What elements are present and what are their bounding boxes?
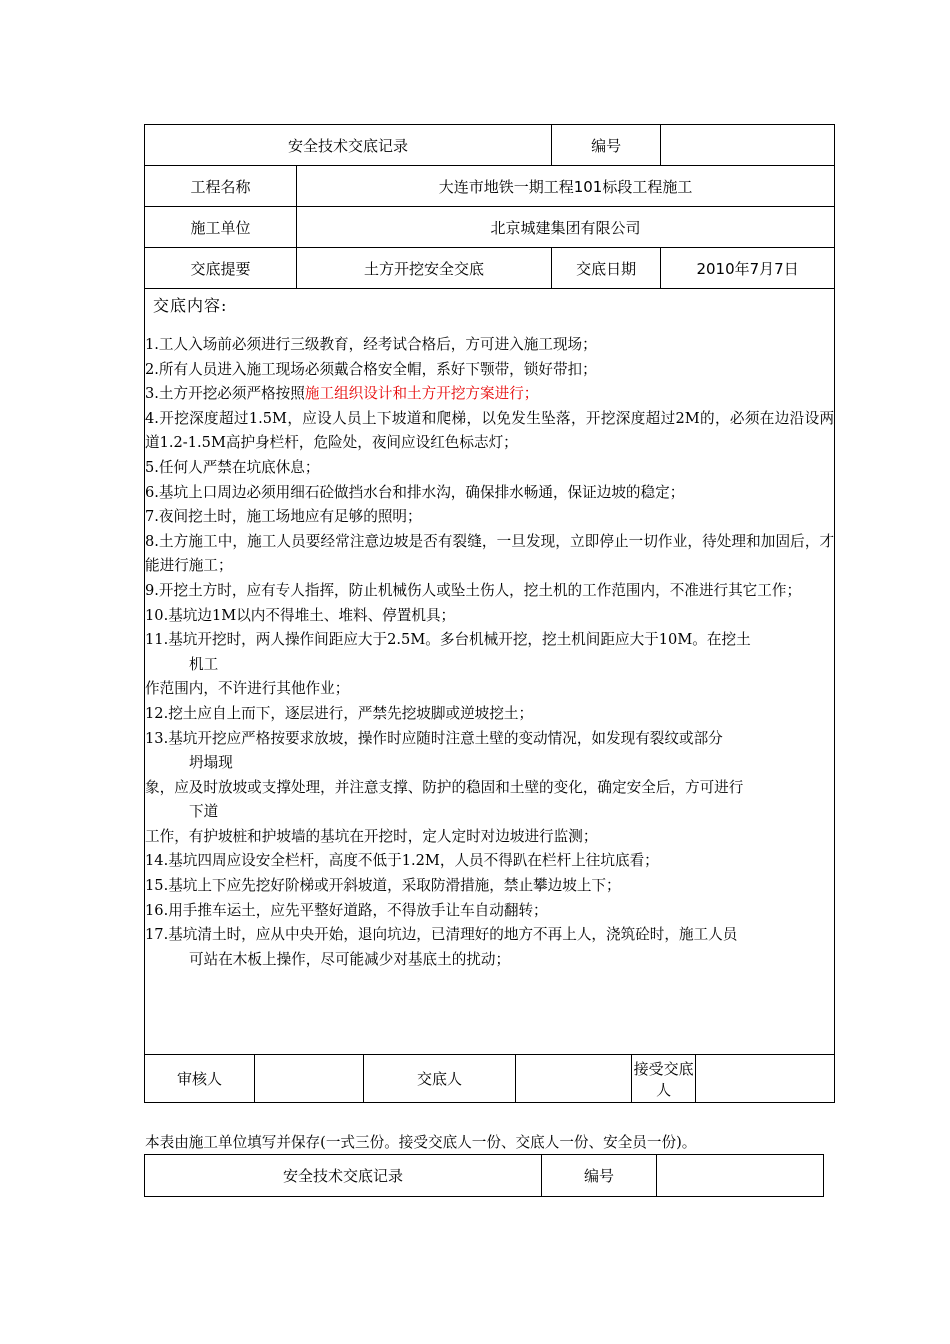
list-item: 8.土方施工中，施工人员要经常注意边坡是否有裂缝，一旦发现，立即停止一切作业，待处理和加固后，才能进行施工； [145, 532, 835, 575]
safety-disclosure-table [144, 124, 835, 1103]
reviewer-label: 审核人 [145, 1055, 255, 1103]
list-item: 16.用手推车运土，应先平整好道路，不得放手让车自动翻转； [145, 901, 548, 919]
list-item: 可站在木板上操作，尽可能减少对基底土的扰动； [189, 950, 511, 968]
list-item: 下道 [189, 803, 219, 821]
discloser-label: 交底人 [364, 1055, 516, 1103]
list-item: 机工 [189, 655, 219, 673]
list-item: 1.工人入场前必须进行三级教育，经考试合格后，方可进入施工现场； [145, 336, 597, 353]
summary-label: 交底提要 [145, 248, 297, 289]
content-title: 交底内容: [153, 296, 228, 315]
list-item: 6.基坑上口周边必须用细石砼做挡水台和排水沟，确保排水畅通，保证边坡的稳定； [145, 483, 685, 501]
list-item: 坍塌现 [189, 754, 233, 772]
list-item: 7.夜间挖土时，施工场地应有足够的照明； [145, 508, 422, 526]
list-item: 象，应及时放坡或支撑处理，并注意支撑、防护的稳固和土壁的变化，确定安全后，方可进行 [145, 778, 744, 796]
list-item [145, 382, 834, 407]
discloser-value [516, 1055, 632, 1103]
content-list [145, 333, 834, 972]
number-value [661, 125, 835, 166]
record-title: 安全技术交底记录 [145, 125, 552, 166]
list-item: 工作，有护坡桩和护坡墙的基坑在开挖时，定人定时对边坡进行监测； [145, 827, 598, 845]
receiver-label: 接受交底人 [632, 1055, 696, 1103]
list-item: 17.基坑清土时，应从中央开始，退向坑边，已清理好的地方不再上人，浇筑砼时，施工人员 [145, 926, 738, 944]
list-item: 11.基坑开挖时，两人操作间距应大于2.5M。多台机械开挖，挖土机间距应大于10M。在挖土 [145, 631, 751, 649]
list-item: 15.基坑上下应先挖好阶梯或开斜坡道，采取防滑措施，禁止攀边坡上下； [145, 877, 621, 895]
unit-value: 北京城建集团有限公司 [297, 207, 835, 248]
list-item: 13.基坑开挖应严格按要求放坡，操作时应随时注意土壁的变动情况，如发现有裂纹或部分 [145, 729, 723, 747]
list-item: 12.挖土应自上而下，逐层进行，严禁先挖坡脚或逆坡挖土； [145, 704, 534, 722]
project-value: 大连市地铁一期工程101标段工程施工 [297, 166, 835, 207]
list-item: 2.所有人员进入施工现场必须戴合格安全帽，系好下颚带，锁好带扣； [145, 360, 597, 378]
receiver-value [696, 1055, 835, 1103]
list-item: 10.基坑边1M以内不得堆土、堆料、停置机具； [145, 606, 456, 624]
list-item: 作范围内，不许进行其他作业； [145, 680, 350, 698]
record-title: 安全技术交底记录 [145, 1155, 542, 1197]
number-value [657, 1155, 824, 1197]
list-item: 5.任何人严禁在坑底休息； [145, 458, 320, 476]
safety-disclosure-table-2 [144, 1154, 824, 1197]
project-label: 工程名称 [145, 166, 297, 207]
number-label: 编号 [552, 125, 661, 166]
number-label: 编号 [542, 1155, 657, 1197]
item-highlight: 施工组织设计和土方开挖方案进行； [304, 385, 539, 403]
list-item: 14.基坑四周应设安全栏杆，高度不低于1.2M，人员不得趴在栏杆上往坑底看； [145, 852, 659, 870]
content-cell [145, 289, 835, 1055]
summary-value: 土方开挖安全交底 [297, 248, 552, 289]
unit-label: 施工单位 [145, 207, 297, 248]
date-value: 2010年7月7日 [661, 248, 835, 289]
item-text: 3.土方开挖必须严格按照 [145, 385, 305, 403]
date-label: 交底日期 [552, 248, 661, 289]
list-item: 4.开挖深度超过1.5M，应设人员上下坡道和爬梯，以免发生坠落，开挖深度超过2M的，必须在边沿设两道1.2-1.5M高护身栏杆，危险处，夜间应设红色标志灯； [145, 409, 835, 452]
list-item: 9.开挖土方时，应有专人指挥，防止机械伤人或坠土伤人，挖土机的工作范围内，不准进行其它工作； [145, 581, 802, 599]
reviewer-value [255, 1055, 364, 1103]
storage-note: 本表由施工单位填写并保存(一式三份。接受交底人一份、交底人一份、安全员一份)。 [145, 1134, 697, 1151]
